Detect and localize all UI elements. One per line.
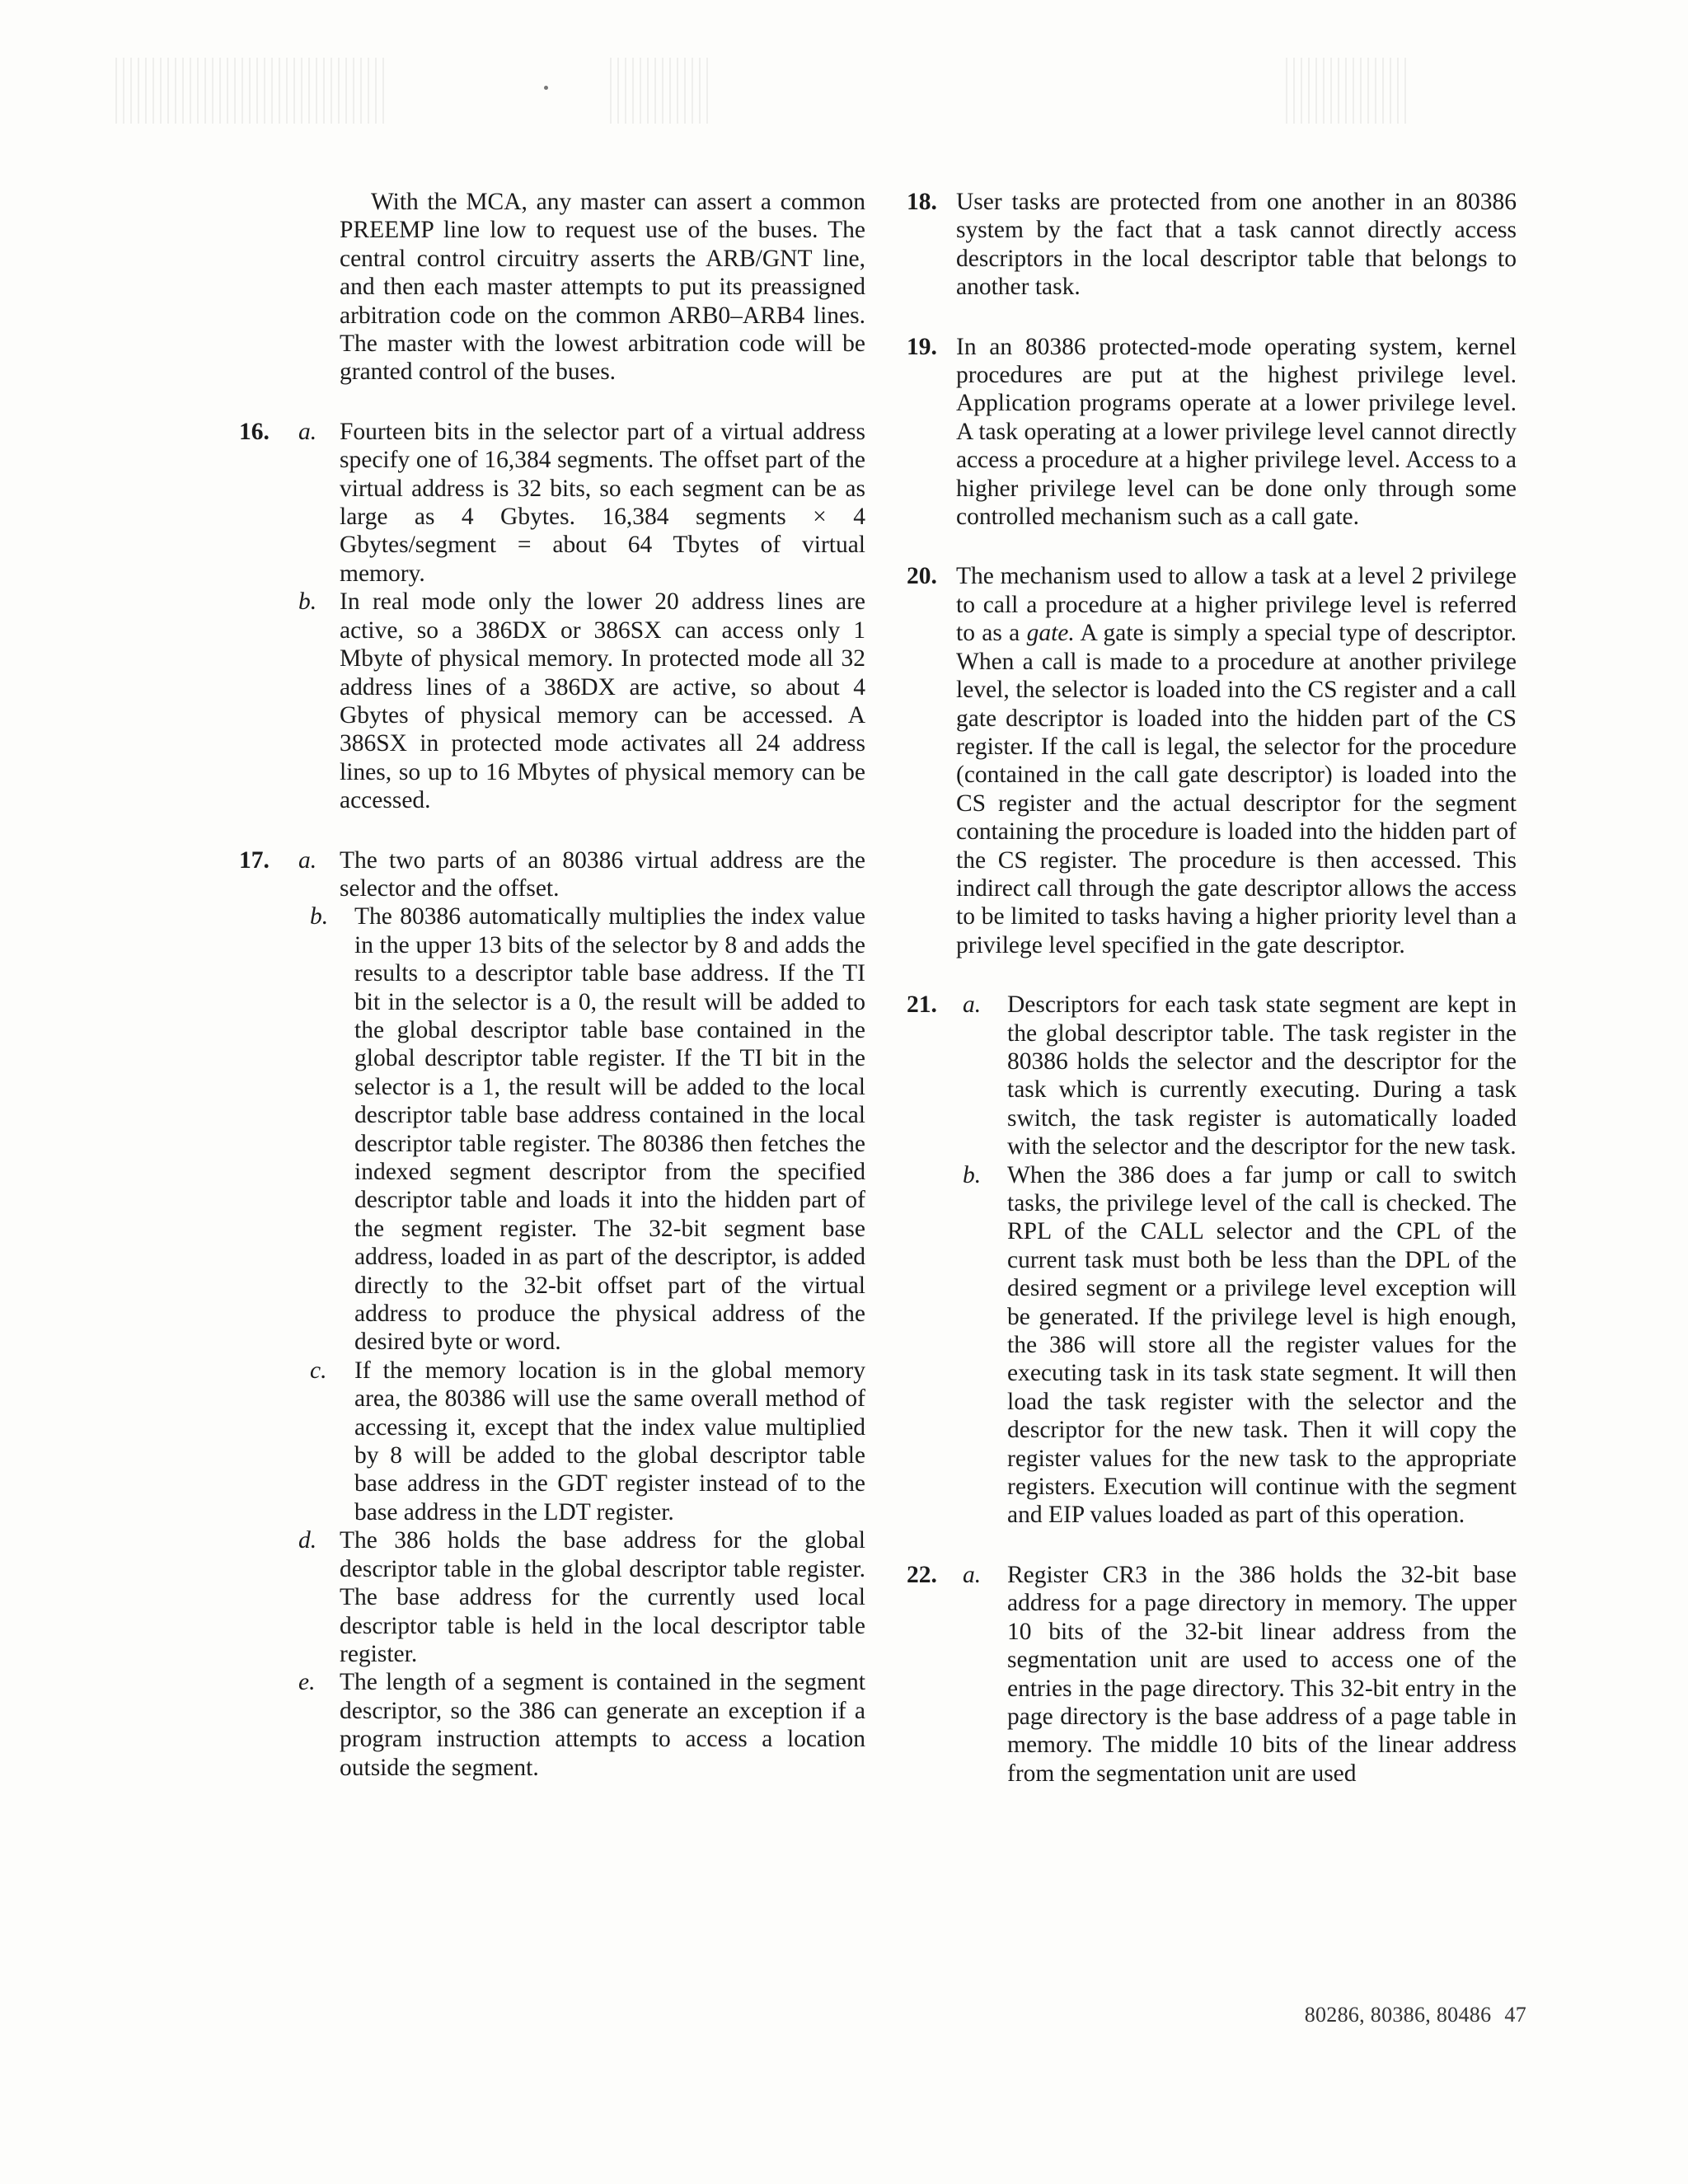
page-footer xyxy=(1305,2003,1526,2027)
item-number: 19. xyxy=(907,333,937,360)
answer-18 xyxy=(907,188,1517,302)
part-text: The two parts of an 80386 virtual address are the selector and the offset. xyxy=(340,846,865,902)
answer-16-a xyxy=(239,418,865,588)
answer-22-a xyxy=(907,1561,1517,1788)
answer-17-a xyxy=(239,846,865,903)
part-text: Register CR3 in the 386 holds the 32-bit base address for a page directory in memory. The upper 10 bits of the 32-bit linear address from the segmentation unit are used to access one of the entries in the page directory. This 32-bit entry in the page directory is the base address of a page table in memory. The middle 10 bits of the linear address from the segmentation unit are used xyxy=(1007,1561,1517,1787)
item-text-end: A gate is simply a special type of descriptor. When a call is made to a procedure at another privilege level, the selector is loaded into the CS register and a call gate descriptor is loaded into the hidden part of the CS register. If the call is legal, the selector for the procedure (contained in the call gate descriptor) is loaded into the CS register and the actual descriptor for the segment containing the procedure is loaded into the hidden part of the CS register. The procedure is then accessed. This indirect call through the gate descriptor allows the access to be limited to tasks having a higher priority level than a privilege level specified in the gate descriptor. xyxy=(956,620,1517,958)
item-number: 18. xyxy=(907,189,937,215)
page-number: 47 xyxy=(1504,2003,1526,2027)
item-number: 16. xyxy=(239,418,270,445)
answer-16 xyxy=(239,418,865,815)
part-letter: b. xyxy=(298,588,317,616)
part-text: The 80386 automatically multiplies the index value in the upper 13 bits of the selector by 8 and adds the results to a descriptor table base address. If the TI bit in the selector is a 0, the result will be added to the global descriptor table base contained in the global descriptor table register. If the TI bit in the selector is a 1, the result will be added to the local descriptor table base address contained in the local descriptor table register. The 80386 then fetches the indexed segment descriptor from the specified descriptor table and loads it into the hidden part of the segment register. The 32-bit segment base address, loaded in as part of the descriptor, is added directly to the 32-bit offset part of the virtual address to produce the physical address of the desired byte or word. xyxy=(354,903,865,1356)
part-text: Descriptors for each task state segment are kept in the global descriptor table. The task register in the 80386 holds the selector and the descriptor for the task which is currently executing. During a task switch, the task register is automatically loaded with the selector and the descriptor for the new task. xyxy=(1007,991,1517,1160)
intro-paragraph: With the MCA, any master can assert a common PREEMP line low to request use of the buses. The central control circuitry asserts the ARB/GNT line, and then each master attempts to put its preassigned arbitration code on the common ARB0–ARB4 lines. The master with the lowest arbitration code will be granted control of the buses. xyxy=(340,189,865,386)
part-letter: b. xyxy=(310,903,329,930)
answer-17 xyxy=(239,846,865,1782)
part-letter: c. xyxy=(310,1357,327,1384)
item-number: 22. xyxy=(907,1561,937,1588)
left-column xyxy=(239,188,865,1782)
running-title: 80286, 80386, 80486 xyxy=(1304,2003,1492,2027)
part-text: When the 386 does a far jump or call to switch tasks, the privilege level of the call is checked. The RPL of the CALL selector and the CPL of the current task must both be less than the DPL of the desired segment or a privilege level exception will be generated. If the privilege level is high enough, the 386 will store all the register values for the executing task in its task state segment. It will then load the task register with the selector and the descriptor for the new task. Then it will copy the register values for the new task to the appropriate registers. Execution will continue with the segment and EIP values loaded as part of this operation. xyxy=(1007,1161,1517,1529)
item-text xyxy=(907,562,1517,959)
part-letter: d. xyxy=(298,1527,317,1554)
item-number: 21. xyxy=(907,991,937,1019)
answer-17-e xyxy=(239,1668,865,1782)
answer-17-c xyxy=(239,1357,865,1526)
scan-speck xyxy=(544,86,548,90)
answer-21-b xyxy=(907,1161,1517,1530)
answer-16-b xyxy=(239,588,865,814)
answer-21 xyxy=(907,991,1517,1530)
part-text: The length of a segment is contained in the segment descriptor, so the 386 can generate an exception if a program instruction attempts to access a location outside the segment. xyxy=(340,1669,865,1781)
item-number: 17. xyxy=(239,846,270,874)
part-text: The 386 holds the base address for the global descriptor table in the global descriptor table register. The base address for the currently used local descriptor table is held in the local descriptor table register. xyxy=(340,1527,865,1667)
item-text: User tasks are protected from one another in an 80386 system by the fact that a task cannot directly access descriptors in the local descriptor table that belongs to another task. xyxy=(956,189,1517,301)
gate-emphasis: gate. xyxy=(1026,620,1075,647)
answer-22 xyxy=(907,1561,1517,1788)
part-letter: a. xyxy=(298,846,317,874)
part-text: In real mode only the lower 20 address lines are active, so a 386DX or 386SX can access only 1 Mbyte of physical memory. In protected mode all 32 address lines of a 386DX are active, so about 4 Gbytes of physical memory can be accessed. A 386SX in protected mode activates all 24 address lines, so up to 16 Mbytes of physical memory can be accessed. xyxy=(340,588,865,814)
right-column xyxy=(907,188,1517,1788)
answer-17-d xyxy=(239,1526,865,1668)
answer-17-b xyxy=(239,902,865,1357)
scan-noise xyxy=(115,58,387,124)
part-text: Fourteen bits in the selector part of a virtual address specify one of 16,384 segments. The offset part of the virtual address is 32 bits, so each segment can be as large as 4 Gbytes. 16,384 segments × 4 Gbytes/segment = about 64 Tbytes of virtual memory. xyxy=(340,418,865,587)
part-letter: a. xyxy=(298,418,317,445)
answer-20 xyxy=(907,562,1517,959)
part-letter: e. xyxy=(298,1669,316,1696)
part-letter: a. xyxy=(963,991,982,1019)
answer-21-a xyxy=(907,991,1517,1160)
item-number: 20. xyxy=(907,563,937,590)
part-text: If the memory location is in the global memory area, the 80386 will use the same overall method of accessing it, except that the index value multiplied by 8 will be added to the global descriptor table base address in the GDT register instead of to the base address in the LDT register. xyxy=(354,1357,865,1526)
part-letter: a. xyxy=(963,1561,982,1588)
scan-noise xyxy=(610,58,709,124)
scan-noise xyxy=(1286,58,1409,124)
part-letter: b. xyxy=(963,1161,982,1188)
answer-19 xyxy=(907,333,1517,532)
item-text: In an 80386 protected-mode operating system, kernel procedures are put at the highest privilege level. Application programs operate at a lower privilege level. A task operating at a lower privilege level cannot directly access a procedure at a higher privilege level. Access to a higher privilege level can be done only through some controlled mechanism such as a call gate. xyxy=(956,333,1517,531)
item-text-start: The mechanism used to allow a task at a level 2 privilege to call a procedure at a higher privilege level is referred to as a xyxy=(956,563,1517,647)
